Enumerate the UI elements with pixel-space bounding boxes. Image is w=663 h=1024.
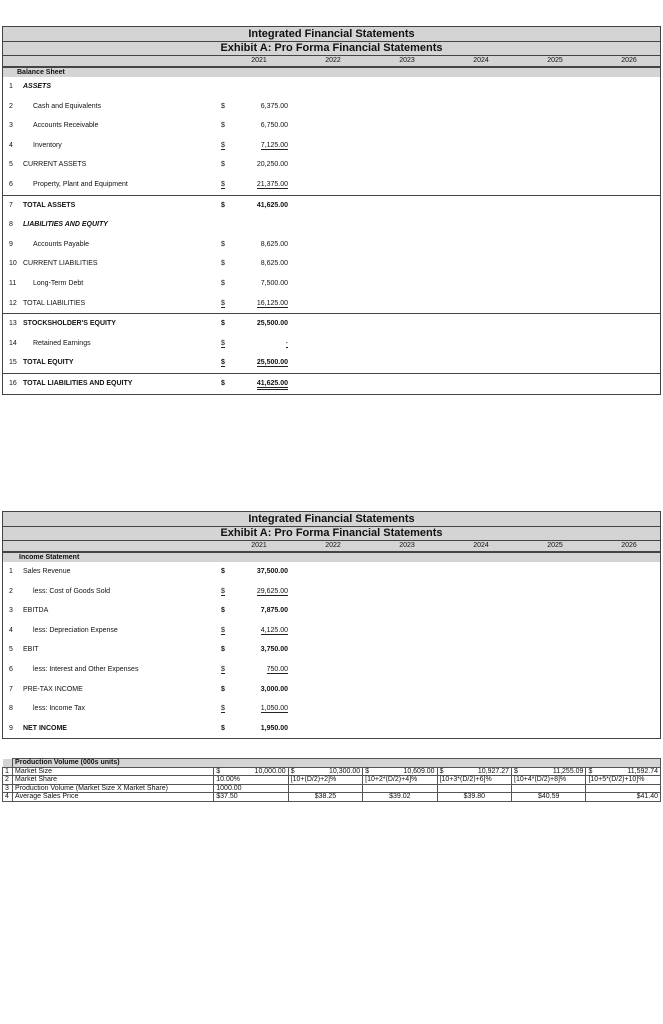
row-label: Market Share: [13, 776, 214, 785]
row-value: $37.50: [214, 793, 288, 802]
row-label: Property, Plant and Equipment: [33, 180, 128, 188]
row-value: [586, 784, 661, 793]
income-title: Integrated Financial Statements: [248, 513, 415, 525]
row-label: Inventory: [33, 141, 62, 149]
table-row: 3 Accounts Receivable $ 6,750.00: [9, 122, 288, 130]
row-value: 11,255.09: [552, 767, 584, 775]
row-value: 7,125.00: [260, 141, 288, 149]
row-label: ASSETS: [23, 83, 52, 90]
table-row: 4 less: Depreciation Expense $ 4,125.00: [9, 626, 288, 634]
table-row: 3 EBITDA $ 7,875.00: [9, 607, 288, 615]
row-label: PRE-TAX INCOME: [23, 685, 83, 693]
production-header-row: [3, 759, 661, 768]
row-value: 3,750.00: [260, 646, 288, 654]
row-value: 10.00%: [214, 776, 288, 785]
row-label: EBIT: [23, 646, 39, 654]
row-label: Long-Term Debt: [33, 279, 84, 287]
year-2022: 2022: [325, 542, 341, 549]
row-value: 10,609.00: [403, 767, 435, 775]
table-row: 7 PRE-TAX INCOME $ 3,000.00: [9, 685, 288, 693]
row-label: EBITDA: [23, 607, 49, 615]
row-value: 8,625.00: [260, 260, 288, 268]
table-row: 16 TOTAL LIABILITIES AND EQUITY $ 41,625.00: [3, 373, 660, 394]
row-value: 16,125.00: [256, 299, 288, 307]
table-row: 9 NET INCOME $ 1,950.00: [9, 724, 288, 732]
year-2023: 2023: [399, 57, 415, 64]
row-value: 7,875.00: [260, 607, 288, 615]
table-row: 1 Sales Revenue $ 37,500.00: [9, 568, 288, 575]
production-header: Production Volume (000s units): [13, 759, 661, 768]
year-2026: 2026: [621, 542, 637, 549]
year-2025: 2025: [547, 542, 563, 549]
row-value: [363, 784, 437, 793]
year-header: [3, 56, 660, 66]
table-row: 1 Market Size $ 10,000.00 $ 10,300.00 $ 10,609.00 $ 10,927.27 $ 11,255.09 $ 11,592.74: [3, 767, 661, 776]
exhibit-subtitle: Exhibit A: Pro Forma Financial Statements: [3, 41, 660, 56]
row-label: less: Depreciation Expense: [33, 626, 118, 634]
year-2023: 2023: [399, 542, 415, 549]
table-row: 2 less: Cost of Goods Sold $ 29,625.00: [9, 587, 288, 595]
row-value: [512, 784, 586, 793]
row-value: $39.02: [363, 793, 437, 802]
table-row: 8 less: Income Tax $ 1,050.00: [9, 705, 288, 713]
row-label: NET INCOME: [23, 724, 67, 732]
income-header: [2, 511, 661, 552]
row-value: -: [285, 339, 288, 347]
balance-sheet-section-label: Balance Sheet: [2, 67, 661, 77]
table-row: 7 TOTAL ASSETS $ 41,625.00: [3, 195, 660, 216]
row-label: TOTAL LIABILITIES: [23, 299, 86, 307]
production-volume-table: [2, 758, 661, 802]
row-value: [10+5*(D/2)+10]%: [586, 776, 661, 785]
row-value: 3,000.00: [260, 685, 288, 693]
row-value: $38.25: [288, 793, 362, 802]
row-value: 29,625.00: [256, 587, 288, 595]
row-value: 41,625.00: [256, 201, 288, 209]
table-row: 6 less: Interest and Other Expenses $ 750.00: [9, 665, 288, 673]
table-row: 15 TOTAL EQUITY $ 25,500.00: [9, 359, 288, 367]
row-label: less: Cost of Goods Sold: [33, 587, 111, 595]
row-value: $41.40: [586, 793, 661, 802]
balance-sheet-block: [2, 26, 661, 395]
table-row: 2 Cash and Equivalents $ 6,375.00: [9, 102, 288, 110]
row-value: 37,500.00: [256, 568, 288, 575]
row-value: 8,625.00: [260, 240, 288, 248]
table-row: 9 Accounts Payable $ 8,625.00: [9, 240, 288, 248]
row-label: Average Sales Price: [13, 793, 214, 802]
row-value: 750.00: [266, 665, 288, 673]
table-row: 11 Long-Term Debt $ 7,500.00: [9, 279, 288, 287]
row-value: $39.80: [437, 793, 511, 802]
row-value: 11,592.74: [627, 767, 658, 775]
row-value: [437, 784, 511, 793]
year-2021: 2021: [251, 57, 267, 64]
row-value: 20,250.00: [256, 161, 288, 169]
balance-sheet-rows: [2, 77, 661, 395]
table-row: 14 Retained Earnings $ -: [9, 339, 288, 347]
table-row: 1 ASSETS: [9, 83, 52, 90]
year-2024: 2024: [473, 57, 489, 64]
table-row: 4 Average Sales Price $37.50 $38.25 $39.02 $39.80 $40.59 $41.40: [3, 793, 661, 802]
row-label: TOTAL ASSETS: [23, 201, 76, 209]
year-2022: 2022: [325, 57, 341, 64]
year-2025: 2025: [547, 57, 563, 64]
row-value: 25,500.00: [256, 320, 288, 328]
income-statement-section-label: Income Statement: [2, 552, 661, 562]
table-row: 6 Property, Plant and Equipment $ 21,375.00: [9, 180, 288, 188]
row-label: Production Volume (Market Size X Market Share): [13, 784, 214, 793]
year-2021: 2021: [251, 542, 267, 549]
row-label: CURRENT ASSETS: [23, 161, 87, 169]
table-row: 12 TOTAL LIABILITIES $ 16,125.00: [9, 299, 288, 307]
row-value: 21,375.00: [256, 180, 288, 188]
row-value: [10+4*(D/2)+8]%: [512, 776, 586, 785]
row-label: STOCKSHOLDER'S EQUITY: [23, 320, 116, 328]
row-label: LIABILITIES AND EQUITY: [23, 221, 108, 229]
row-value: 1,950.00: [260, 724, 288, 732]
balance-header: [2, 26, 661, 67]
row-label: Accounts Payable: [33, 240, 90, 248]
row-label: less: Interest and Other Expenses: [33, 665, 139, 673]
row-label: Cash and Equivalents: [33, 102, 102, 110]
income-statement-rows: [2, 562, 661, 739]
row-value: $40.59: [512, 793, 586, 802]
income-subtitle: Exhibit A: Pro Forma Financial Statements: [3, 526, 660, 541]
row-label: TOTAL EQUITY: [23, 359, 74, 367]
table-row: 10 CURRENT LIABILITIES $ 8,625.00: [9, 260, 288, 268]
row-value: 6,375.00: [260, 102, 288, 110]
row-value: [10+3*(D/2)+6]%: [437, 776, 511, 785]
row-value: [10+2*(D/2)+4]%: [363, 776, 437, 785]
row-value: 10,000.00: [254, 767, 286, 775]
table-row: 5 CURRENT ASSETS $ 20,250.00: [9, 161, 288, 169]
row-value: 1000.00: [214, 784, 288, 793]
row-value: 10,927.27: [477, 767, 510, 775]
row-value: 41,625.00: [257, 380, 288, 390]
row-value: 7,500.00: [260, 279, 288, 287]
row-value: [10+(D/2)+2]%: [288, 776, 362, 785]
table-row: 4 Inventory $ 7,125.00: [9, 141, 288, 149]
row-label: Sales Revenue: [23, 568, 71, 575]
table-row: 5 EBIT $ 3,750.00: [9, 646, 288, 654]
row-value: 10,300.00: [328, 767, 361, 775]
year-2026: 2026: [621, 57, 637, 64]
page-title: Integrated Financial Statements: [248, 28, 415, 40]
row-value: 6,750.00: [260, 122, 288, 130]
table-row: 13 STOCKSHOLDER'S EQUITY $ 25,500.00: [3, 313, 660, 334]
row-label: Market Size: [13, 767, 214, 776]
row-label: Retained Earnings: [33, 339, 91, 347]
row-label: TOTAL LIABILITIES AND EQUITY: [23, 379, 133, 387]
row-label: less: Income Tax: [33, 705, 86, 713]
income-statement-block: [2, 511, 661, 739]
row-label: Accounts Receivable: [33, 122, 99, 130]
income-year-header: [3, 541, 660, 551]
row-value: 1,050.00: [260, 705, 288, 713]
table-row: 3 Production Volume (Market Size X Market Share) 1000.00: [3, 784, 661, 793]
row-value: 4,125.00: [260, 626, 288, 634]
table-row: 2 Market Share 10.00% [10+(D/2)+2]% [10+2*(D/2)+4]% [10+3*(D/2)+6]% [10+4*(D/2)+8]% [10+5*(D/2)+10]%: [3, 776, 661, 785]
year-2024: 2024: [473, 542, 489, 549]
row-label: CURRENT LIABILITIES: [23, 260, 98, 268]
table-row: 8 LIABILITIES AND EQUITY: [9, 221, 108, 229]
row-value: [288, 784, 362, 793]
row-value: 25,500.00: [256, 359, 288, 367]
